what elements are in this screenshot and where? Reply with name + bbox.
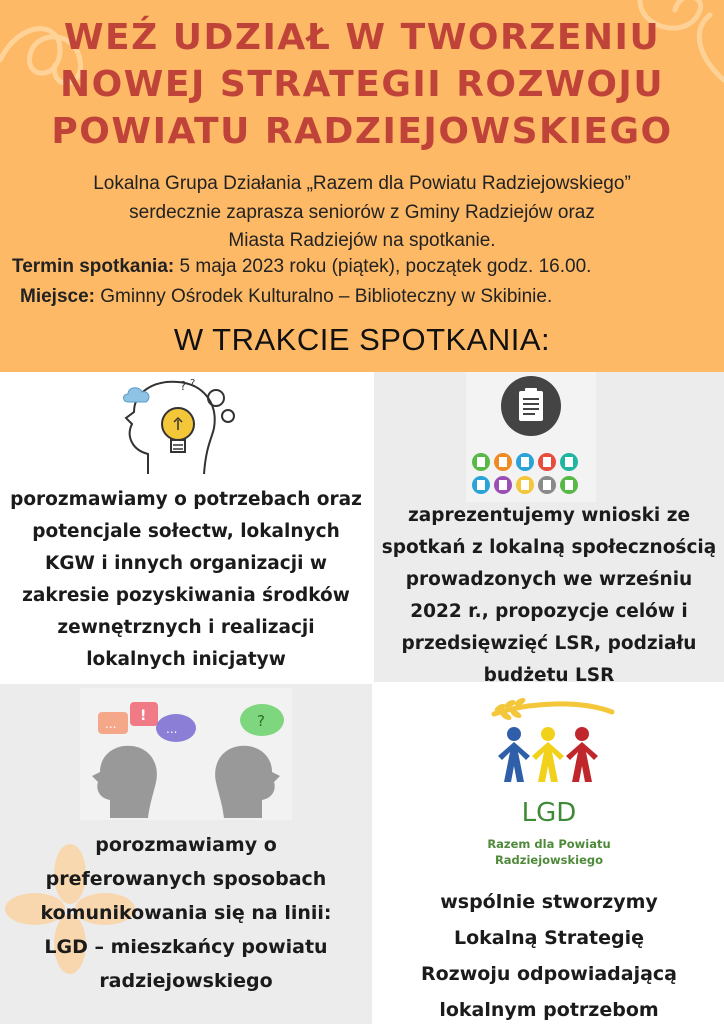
logo-name-line: Radziejowskiego [494, 853, 604, 867]
panel-line: KGW i innych organizacji w [45, 553, 327, 574]
panel-communication [0, 684, 372, 1024]
title-line: POWIATU RADZIEJOWSKIEGO [51, 111, 673, 152]
panel-text [0, 828, 372, 998]
panel-line: zakresie pozyskiwania środków [22, 585, 350, 606]
date-label: Termin spotkania: [12, 256, 175, 277]
panel-line: lokalnych inicjatyw [86, 649, 286, 670]
during-meeting-heading: W TRAKCIE SPOTKANIA: [173, 322, 551, 357]
invitation-text [0, 170, 724, 256]
place-value: Gminny Ośrodek Kulturalno – Biblioteczny w Skibinie. [100, 286, 553, 307]
page-title [0, 14, 724, 155]
panel-line: prowadzonych we wrześniu [405, 569, 693, 590]
panel-line: porozmawiamy o [95, 834, 277, 856]
lgd-logo-icon [480, 694, 620, 794]
logo-name-line: Razem dla Powiatu [487, 837, 611, 851]
meeting-place [20, 286, 724, 308]
panel-text [374, 884, 724, 1024]
panel-conclusions-presentation [374, 372, 724, 682]
two-heads-conversation-icon [80, 688, 292, 820]
svg-text:!: ! [140, 708, 147, 724]
title-line: NOWEJ STRATEGII ROZWOJU [59, 64, 665, 105]
panel-line: 2022 r., propozycje celów i [410, 601, 688, 622]
panel-line: lokalnym potrzebom [439, 999, 659, 1021]
logo-acronym: LGD [521, 798, 577, 828]
meeting-date [12, 256, 716, 278]
svg-text:?: ? [190, 378, 196, 389]
logo-name [374, 836, 724, 868]
svg-text:...: ... [105, 717, 117, 731]
header-banner [0, 0, 724, 372]
panel-line: komunikowania się na linii: [40, 902, 332, 924]
panel-line: potencjale sołectw, lokalnych [32, 521, 340, 542]
panel-line: zewnętrznych i realizacji [57, 617, 315, 638]
title-line: WEŹ UDZIAŁ W TWORZENIU [63, 17, 661, 58]
panel-strategy-creation [374, 684, 724, 1024]
intro-line: Miasta Radziejów na spotkanie. [228, 230, 496, 251]
panel-line: preferowanych sposobach [45, 868, 327, 890]
place-label: Miejsce: [20, 286, 95, 307]
svg-text:?: ? [257, 712, 265, 730]
panel-line: radziejowskiego [99, 970, 273, 992]
panel-line: przedsięwzięć LSR, podziału [401, 633, 697, 654]
panel-line: wspólnie stworzymy [440, 891, 658, 913]
intro-line: serdecznie zaprasza seniorów z Gminy Radziejów oraz [129, 201, 595, 223]
date-value: 5 maja 2023 roku (piątek), początek godz. 16.00. [179, 256, 592, 277]
panel-line: porozmawiamy o potrzebach oraz [10, 489, 362, 510]
intro-line: Lokalna Grupa Działania „Razem dla Powiatu Radziejowskiego” [93, 173, 631, 194]
panel-text [374, 500, 724, 682]
panel-line: budżetu LSR [483, 665, 615, 682]
panel-line: Rozwoju odpowiadającą [420, 963, 678, 985]
head-lightbulb-icon [118, 376, 244, 476]
panel-needs-discussion [0, 372, 372, 682]
panel-line: zaprezentujemy wnioski ze [407, 505, 691, 526]
panel-text [0, 484, 372, 676]
svg-text:?: ? [180, 379, 187, 393]
panel-line: Lokalną Strategię [453, 927, 645, 949]
clipboard-document-icon [466, 372, 596, 502]
panel-line: spotkań z lokalną społecznością [381, 537, 717, 558]
svg-text:...: ... [166, 722, 178, 736]
panel-line: LGD – mieszkańcy powiatu [44, 936, 328, 958]
